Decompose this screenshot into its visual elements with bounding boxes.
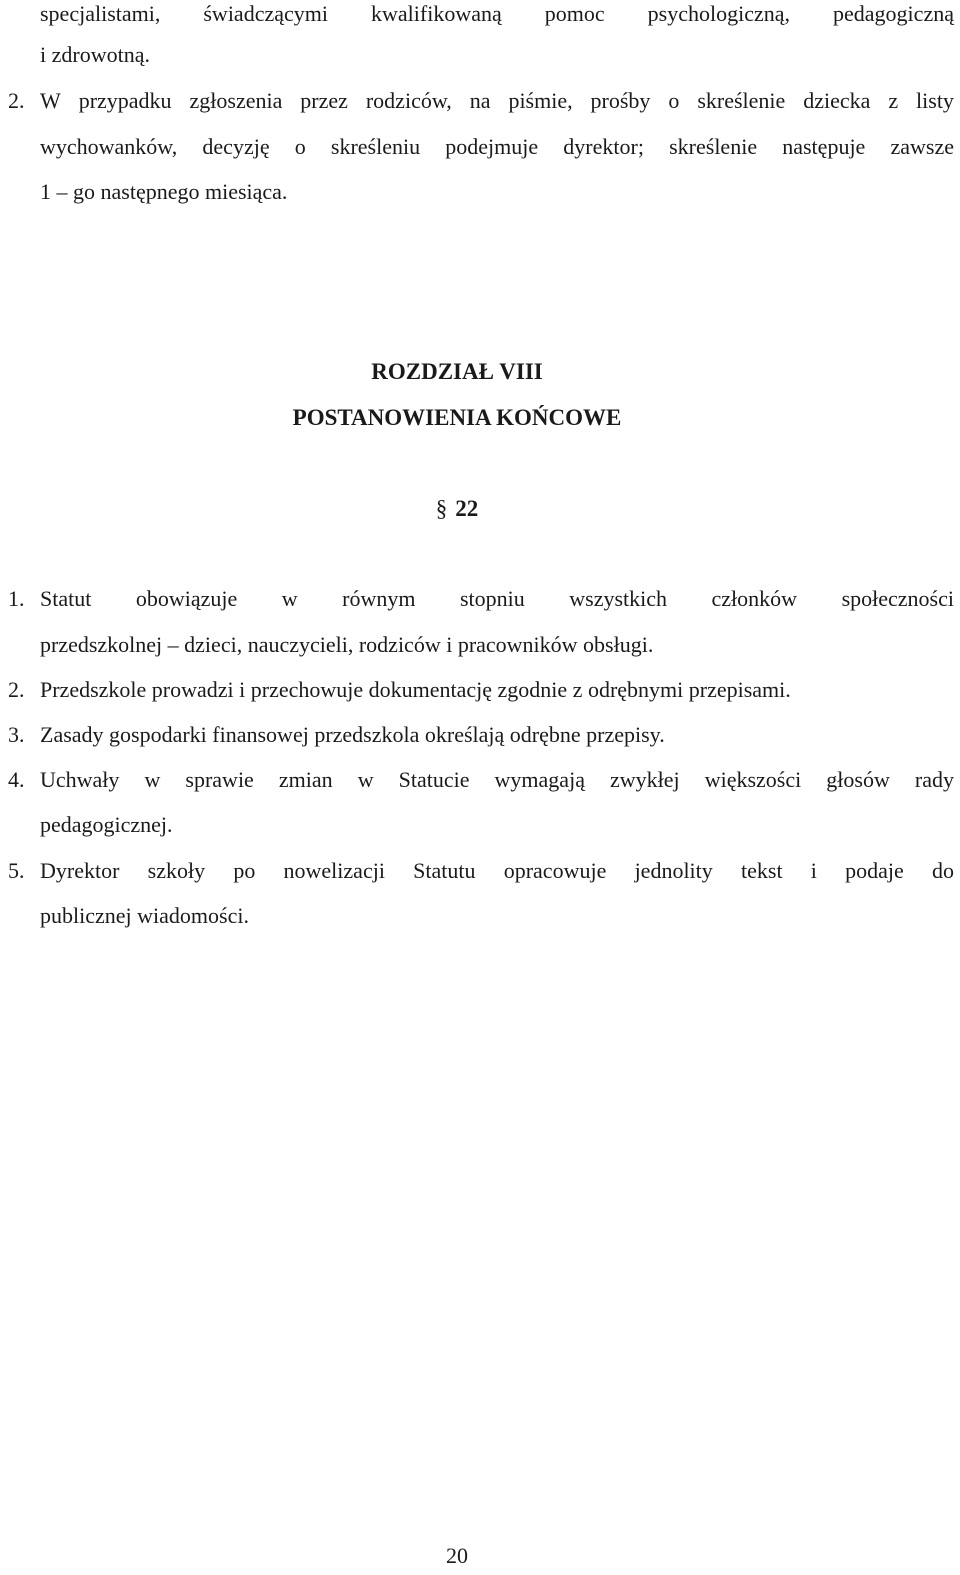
item-5-line-2: publicznej wiadomości.	[40, 903, 249, 928]
item-4-line-1	[40, 766, 954, 794]
item-4-line-2: pedagogicznej.	[40, 812, 173, 837]
top-fragment-line-1	[40, 0, 954, 28]
word: świadczącymi	[203, 1, 328, 26]
word: tekst	[741, 858, 783, 883]
item-5-line-1	[40, 857, 954, 885]
word: w	[281, 586, 298, 611]
word: podejmuje	[445, 134, 539, 159]
word: skreślenie	[697, 88, 786, 113]
word: społeczności	[841, 586, 954, 611]
word: rady	[914, 767, 954, 792]
top-fragment-line-2: i zdrowotną.	[40, 42, 150, 67]
word: Statucie	[398, 767, 470, 792]
section-sign: §	[435, 496, 448, 521]
word: i	[810, 858, 817, 883]
word: kwalifikowaną	[371, 1, 502, 26]
word: listy	[916, 88, 954, 113]
word: podaje	[845, 858, 904, 883]
word: specjalistami,	[40, 1, 161, 26]
item-2-text: Przedszkole prowadzi i przechowuje dokumentację zgodnie z odrębnymi przepisami.	[40, 677, 791, 702]
word: pedagogiczną	[833, 1, 954, 26]
word: przypadku	[78, 88, 172, 113]
item-1-line-2: przedszkolnej – dzieci, nauczycieli, rodziców i pracowników obsługi.	[40, 632, 654, 657]
word: w	[357, 767, 374, 792]
word: wszystkich	[569, 586, 668, 611]
word: decyzję	[202, 134, 270, 159]
word: szkoły	[147, 858, 206, 883]
item-1-line-1	[40, 585, 954, 613]
word: głosów	[826, 767, 890, 792]
word: dziecka	[803, 88, 871, 113]
word: większości	[704, 767, 802, 792]
word: zwykłej	[610, 767, 680, 792]
word: w	[144, 767, 161, 792]
word: dyrektor;	[563, 134, 644, 159]
chapter-title: POSTANOWIENIA KOŃCOWE	[292, 405, 622, 430]
item-4-number: 4.	[8, 767, 25, 792]
word: zmian	[278, 767, 333, 792]
word: jednolity	[634, 858, 713, 883]
word: do	[932, 858, 954, 883]
item-3-number: 3.	[8, 722, 25, 747]
previous-item-2-line-1	[40, 87, 954, 115]
word: wymagają	[494, 767, 585, 792]
word: skreśleniu	[330, 134, 421, 159]
word: sprawie	[185, 767, 254, 792]
word: W	[40, 88, 61, 113]
paragraph-mark	[0, 494, 914, 524]
item-2-number: 2.	[8, 677, 25, 702]
word: psychologiczną,	[647, 1, 791, 26]
word: z	[888, 88, 899, 113]
word: członków	[711, 586, 798, 611]
word: o	[668, 88, 680, 113]
word: po	[233, 858, 256, 883]
word: Uchwały	[40, 767, 120, 792]
word: obowiązuje	[135, 586, 238, 611]
word: równym	[342, 586, 416, 611]
word: prośby	[590, 88, 651, 113]
chapter-number: ROZDZIAŁ VIII	[371, 359, 543, 384]
word: przez	[300, 88, 348, 113]
word: o	[294, 134, 306, 159]
item-1-number: 1.	[8, 586, 25, 611]
word: stopniu	[459, 586, 525, 611]
previous-item-2-line-2	[40, 133, 954, 161]
previous-item-2-line-3: 1 – go następnego miesiąca.	[40, 179, 288, 204]
word: pomoc	[544, 1, 605, 26]
word: opracowuje	[503, 858, 607, 883]
word: nowelizacji	[283, 858, 385, 883]
word: Statutu	[413, 858, 476, 883]
item-3-text: Zasady gospodarki finansowej przedszkola określają odrębne przepisy.	[40, 722, 665, 747]
word: wychowanków,	[40, 134, 178, 159]
page-number: 20	[446, 1543, 468, 1568]
previous-item-2-number: 2.	[8, 88, 25, 113]
word: Statut	[40, 586, 92, 611]
word: na	[469, 88, 491, 113]
item-5-number: 5.	[8, 858, 25, 883]
word: zawsze	[890, 134, 954, 159]
word: zgłoszenia	[189, 88, 283, 113]
paragraph-number: 22	[455, 496, 479, 521]
word: piśmie,	[508, 88, 573, 113]
word: skreślenie	[669, 134, 758, 159]
word: następuje	[782, 134, 866, 159]
word: rodziców,	[365, 88, 452, 113]
word: Dyrektor	[40, 858, 120, 883]
